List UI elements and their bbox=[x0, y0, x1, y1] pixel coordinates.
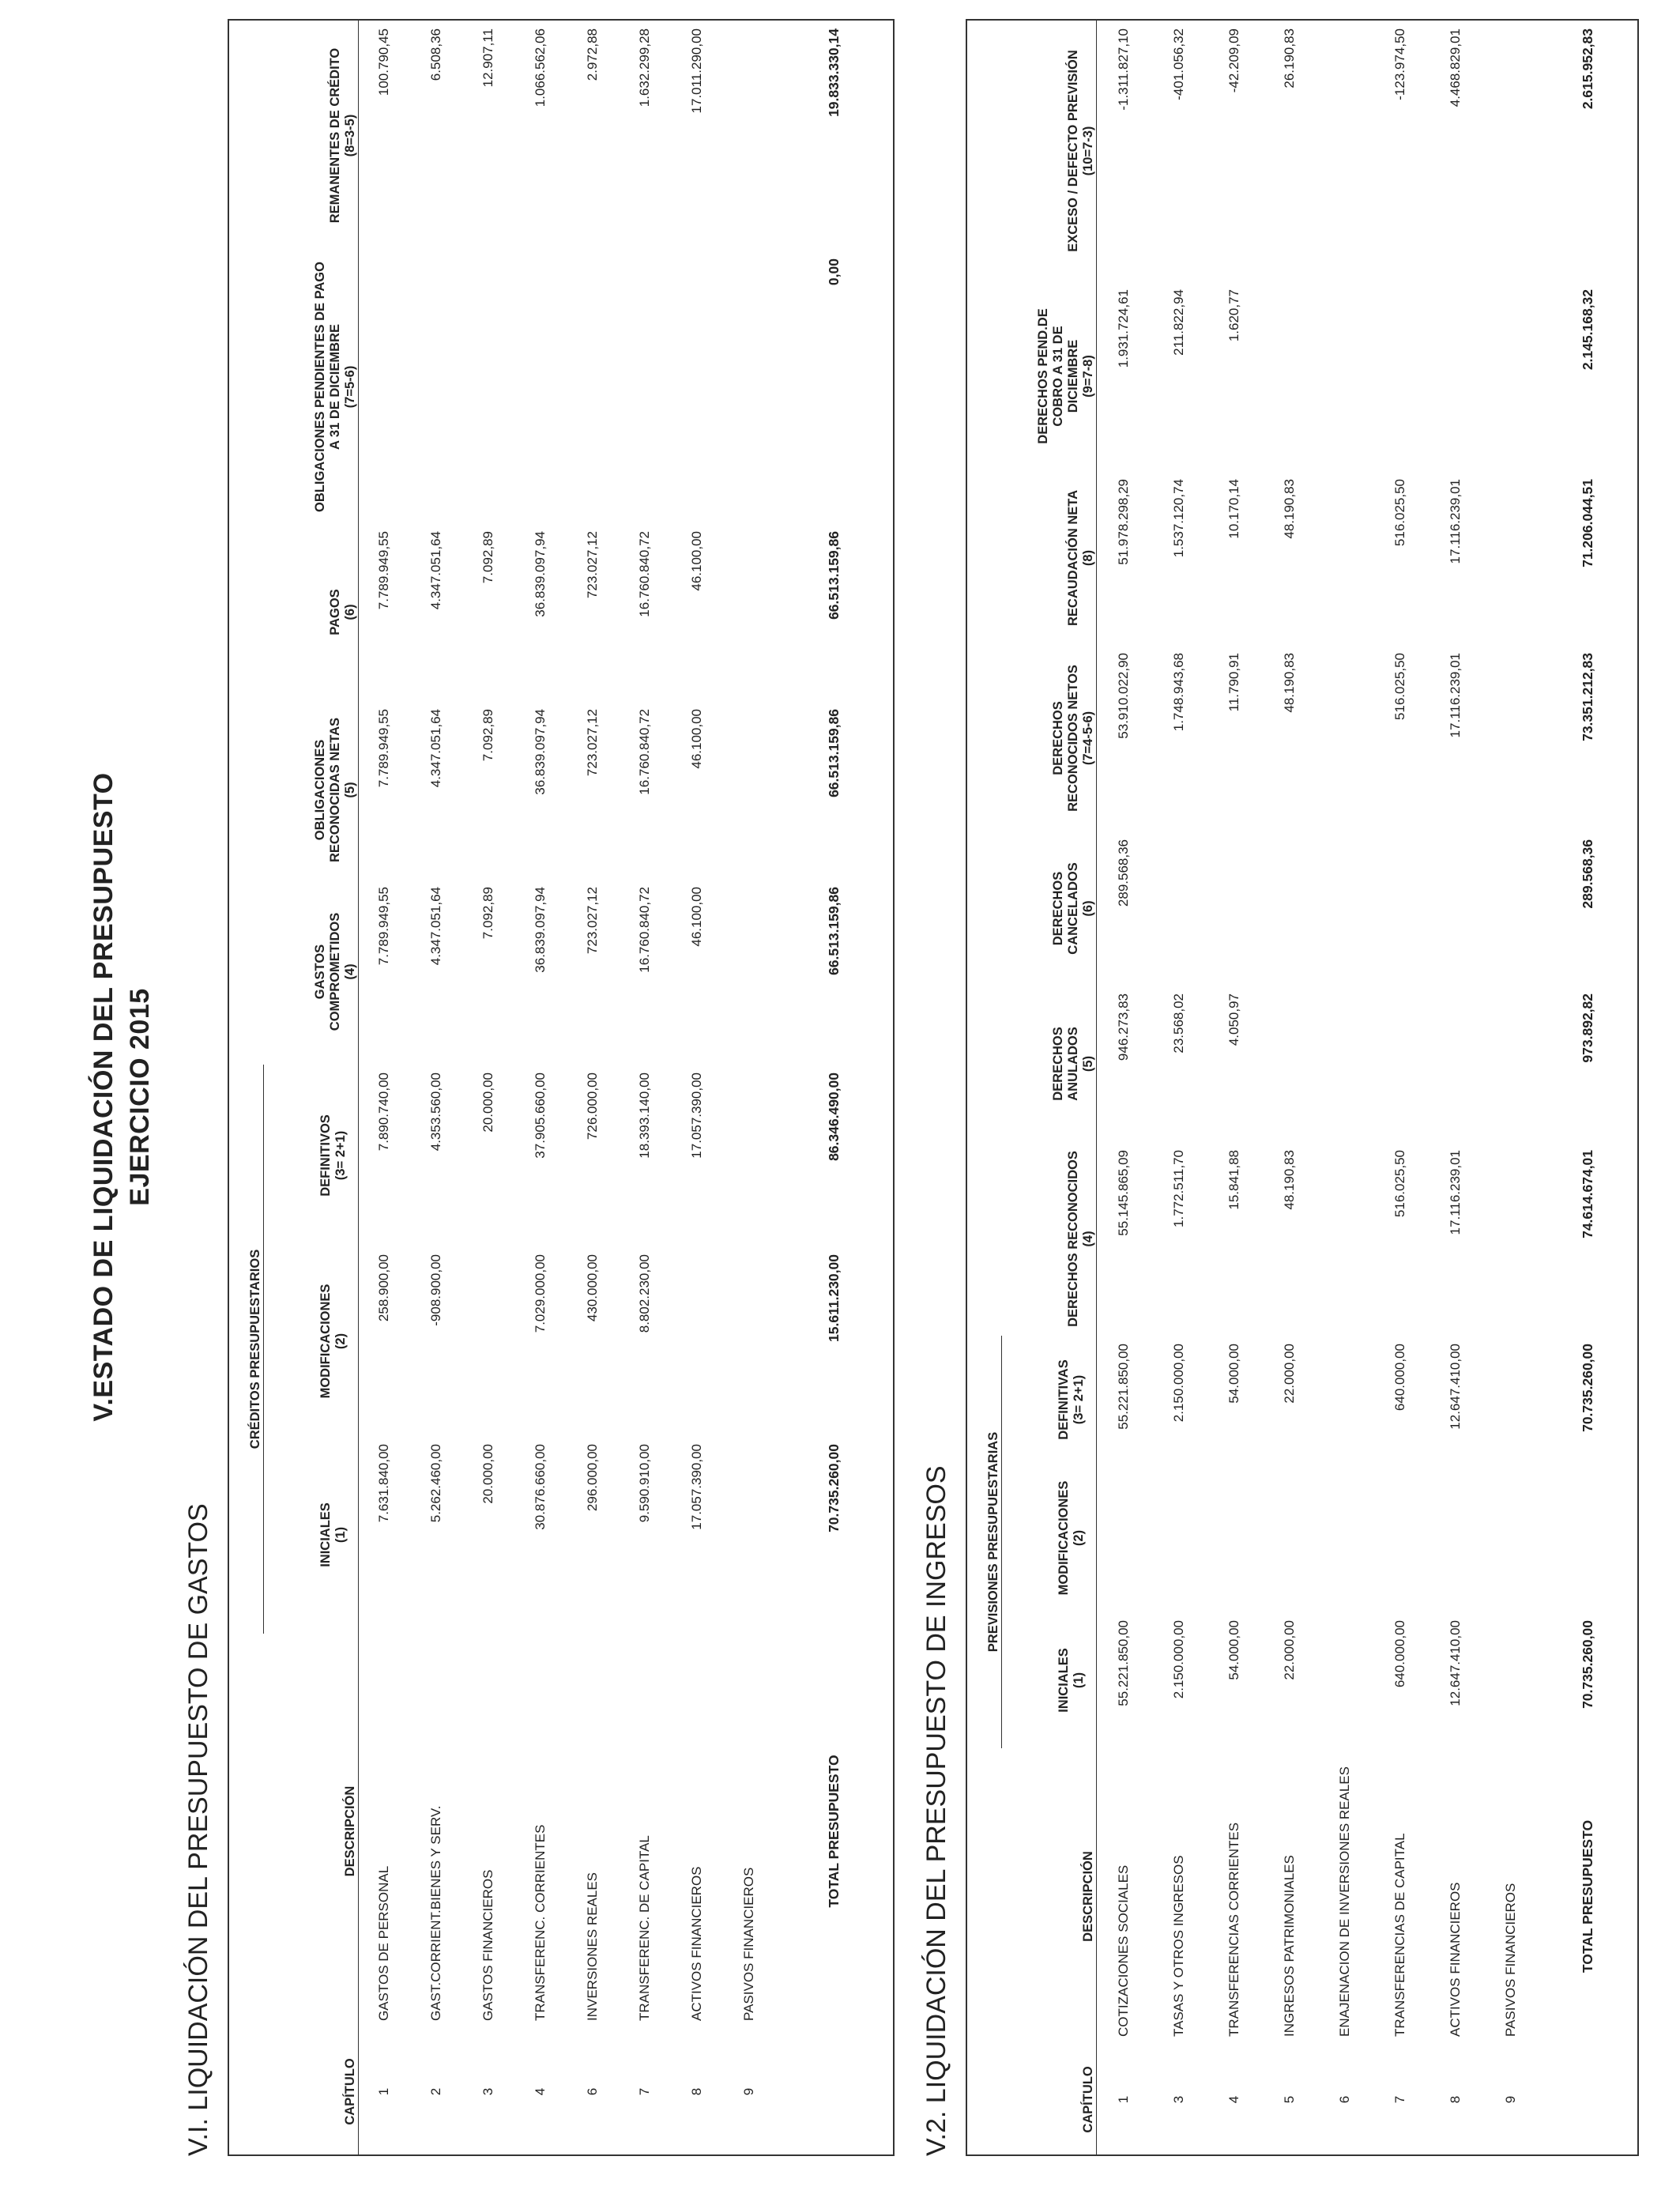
col-pagos: PAGOS (6) bbox=[228, 523, 358, 701]
table-row bbox=[1373, 20, 1428, 2155]
group-creditos: CRÉDITOS PRESUPUESTARIOS bbox=[228, 1065, 263, 1634]
cell-capitulo: 6 bbox=[1337, 2095, 1352, 2104]
cell-obligaciones: 7.789.949,55 bbox=[376, 709, 392, 788]
table-row bbox=[619, 20, 671, 2155]
cell-modificaciones bbox=[462, 1246, 514, 1436]
cell-iniciales: 30.876.660,00 bbox=[533, 1444, 548, 1530]
cell-capitulo: 7 bbox=[637, 2087, 652, 2096]
cell-definitivas bbox=[1483, 1336, 1539, 1464]
cell-cancelados bbox=[1428, 831, 1483, 986]
cell-anulados: 946.273,83 bbox=[1116, 993, 1132, 1061]
cell-definitivos: 726.000,00 bbox=[585, 1072, 600, 1140]
col-iniciales: INICIALES (1) bbox=[263, 1436, 358, 1634]
cell-recaudacion bbox=[1483, 471, 1539, 645]
cell-empty bbox=[775, 2029, 894, 2155]
cell-obligaciones: 4.347.051,64 bbox=[428, 709, 443, 788]
cell-remanentes: 6.508,36 bbox=[428, 28, 443, 81]
cell-pendientes bbox=[1428, 281, 1483, 471]
cell-descripcion: INVERSIONES REALES bbox=[585, 1872, 600, 2021]
total-modificaciones: 15.611.230,00 bbox=[826, 1254, 842, 1342]
cell-pagos: 46.100,00 bbox=[689, 531, 704, 591]
col-recaudacion: RECAUDACIÓN NETA (8) bbox=[966, 471, 1096, 645]
cell-reconocidos: 1.772.511,70 bbox=[1171, 1149, 1186, 1227]
cell-descripcion: GASTOS DE PERSONAL bbox=[376, 1865, 392, 2021]
cell-netos: 11.790,91 bbox=[1226, 652, 1241, 712]
total-obligaciones: 66.513.159,86 bbox=[826, 709, 842, 797]
cell-reconocidos bbox=[1317, 1142, 1373, 1336]
cell-modificaciones bbox=[1151, 1464, 1207, 1612]
total-remanentes: 19.833.330,14 bbox=[826, 28, 842, 117]
cell-modificaciones: 8.802.230,00 bbox=[637, 1254, 652, 1333]
cell-anulados bbox=[1262, 986, 1317, 1142]
cell-pendientes bbox=[723, 251, 775, 523]
table-row bbox=[462, 20, 514, 2155]
cell-exceso bbox=[1317, 20, 1373, 281]
cell-pendientes bbox=[410, 251, 462, 523]
total-iniciales: 70.735.260,00 bbox=[1580, 1620, 1595, 1709]
cell-recaudacion: 1.537.120,74 bbox=[1171, 478, 1186, 558]
cell-descripcion: ENAJENACION DE INVERSIONES REALES bbox=[1337, 1766, 1352, 2037]
cell-pagos: 7.092,89 bbox=[480, 531, 495, 584]
cell-recaudacion bbox=[1317, 471, 1373, 645]
cell-pagos bbox=[723, 523, 775, 701]
cell-definitivos: 37.905.660,00 bbox=[533, 1072, 548, 1159]
cell-definitivos bbox=[723, 1065, 775, 1246]
cell-iniciales: 2.150.000,00 bbox=[1171, 1620, 1186, 1699]
cell-anulados bbox=[1428, 986, 1483, 1142]
gastos-table bbox=[228, 19, 895, 2156]
cell-cancelados bbox=[1373, 831, 1428, 986]
page-title: V.ESTADO DE LIQUIDACIÓN DEL PRESUPUESTO bbox=[89, 772, 119, 1422]
cell-descripcion: INGRESOS PATRIMONIALES bbox=[1282, 1855, 1297, 2037]
cell-netos: 17.116.239,01 bbox=[1448, 652, 1463, 738]
total-row bbox=[775, 20, 894, 2155]
cell-modificaciones: 258.900,00 bbox=[376, 1254, 392, 1322]
cell-modificaciones: 7.029.000,00 bbox=[533, 1254, 548, 1333]
cell-netos bbox=[1317, 645, 1373, 831]
cell-iniciales bbox=[723, 1436, 775, 1634]
cell-modificaciones bbox=[1207, 1464, 1262, 1612]
table-row bbox=[410, 20, 462, 2155]
cell-capitulo: 9 bbox=[1503, 2095, 1518, 2104]
cell-recaudacion: 516.025,50 bbox=[1392, 478, 1407, 547]
cell-definitivos: 18.393.140,00 bbox=[637, 1072, 652, 1159]
cell-pendientes bbox=[462, 251, 514, 523]
cell-pendientes bbox=[671, 251, 723, 523]
cell-definitivas: 640.000,00 bbox=[1392, 1343, 1407, 1412]
cell-descripcion: GASTOS FINANCIEROS bbox=[480, 1869, 495, 2021]
cell-capitulo: 4 bbox=[1226, 2095, 1241, 2104]
cell-remanentes: 1.066.562,06 bbox=[533, 28, 548, 107]
table-row bbox=[1096, 20, 1151, 2155]
cell-capitulo: 5 bbox=[1282, 2095, 1297, 2104]
cell-comprometidos bbox=[723, 879, 775, 1065]
cell-descripcion: GAST.CORRIENT.BIENES Y SERV. bbox=[428, 1805, 443, 2021]
cell-obligaciones: 36.839.097,94 bbox=[533, 709, 548, 795]
cell-capitulo: 3 bbox=[1171, 2095, 1186, 2104]
cell-modificaciones bbox=[1096, 1464, 1151, 1612]
total-iniciales: 70.735.260,00 bbox=[826, 1444, 842, 1532]
cell-descripcion: ACTIVOS FINANCIEROS bbox=[1448, 1882, 1463, 2037]
cell-recaudacion: 17.116.239,01 bbox=[1448, 478, 1463, 564]
cell-iniciales: 12.647.410,00 bbox=[1448, 1620, 1463, 1706]
cell-descripcion: TASAS Y OTROS INGRESOS bbox=[1171, 1855, 1186, 2037]
cell-recaudacion: 10.170,14 bbox=[1226, 478, 1241, 539]
cell-iniciales: 17.057.390,00 bbox=[689, 1444, 704, 1530]
cell-modificaciones bbox=[1483, 1464, 1539, 1612]
cell-reconocidos: 48.190,83 bbox=[1282, 1149, 1297, 1210]
cell-definitivos: 7.890.740,00 bbox=[376, 1072, 392, 1152]
cell-exceso: -1.311.827,10 bbox=[1116, 28, 1132, 111]
cell-modificaciones bbox=[1317, 1464, 1373, 1612]
cell-comprometidos: 16.760.840,72 bbox=[637, 887, 652, 973]
cell-obligaciones: 7.092,89 bbox=[480, 709, 495, 762]
total-comprometidos: 66.513.159,86 bbox=[826, 887, 842, 975]
cell-descripcion: TRANSFERENC. DE CAPITAL bbox=[637, 1835, 652, 2021]
cell-pagos: 36.839.097,94 bbox=[533, 531, 548, 617]
total-label: TOTAL PRESUPUESTO bbox=[826, 1755, 842, 1908]
cell-netos: 48.190,83 bbox=[1282, 652, 1297, 713]
cell-reconocidos: 17.116.239,01 bbox=[1448, 1149, 1463, 1235]
total-definitivos: 86.346.490,00 bbox=[826, 1072, 842, 1161]
cell-descripcion: PASIVOS FINANCIEROS bbox=[1503, 1883, 1518, 2037]
cell-obligaciones: 723.027,12 bbox=[585, 709, 600, 777]
cell-descripcion: PASIVOS FINANCIEROS bbox=[741, 1867, 756, 2021]
cell-netos: 53.910.022,90 bbox=[1116, 652, 1132, 739]
col-descripcion: DESCRIPCIÓN bbox=[966, 1748, 1096, 2045]
cell-pendientes bbox=[619, 251, 671, 523]
cell-iniciales: 296.000,00 bbox=[585, 1444, 600, 1512]
cell-pendientes bbox=[1317, 281, 1373, 471]
cell-cancelados: 289.568,36 bbox=[1116, 839, 1132, 907]
col-iniciales: INICIALES (1) bbox=[1001, 1612, 1096, 1748]
page-subtitle: EJERCICIO 2015 bbox=[125, 988, 155, 1206]
table-row bbox=[358, 20, 410, 2155]
cell-pendientes bbox=[1262, 281, 1317, 471]
cell-modificaciones bbox=[671, 1246, 723, 1436]
cell-iniciales: 55.221.850,00 bbox=[1116, 1620, 1132, 1706]
table-row bbox=[567, 20, 619, 2155]
cell-pagos: 16.760.840,72 bbox=[637, 531, 652, 617]
cell-modificaciones bbox=[1428, 1464, 1483, 1612]
cell-netos: 1.748.943,68 bbox=[1171, 652, 1186, 732]
cell-cancelados bbox=[1317, 831, 1373, 986]
cell-descripcion: TRANSFERENC. CORRIENTES bbox=[533, 1824, 548, 2021]
cell-definitivas: 12.647.410,00 bbox=[1448, 1343, 1463, 1430]
cell-comprometidos: 4.347.051,64 bbox=[428, 887, 443, 966]
table-row bbox=[1262, 20, 1317, 2155]
table-row bbox=[1317, 20, 1373, 2155]
total-definitivas: 70.735.260,00 bbox=[1580, 1343, 1595, 1432]
cell-iniciales: 22.000,00 bbox=[1282, 1620, 1297, 1680]
col-comprometidos: GASTOS COMPROMETIDOS (4) bbox=[228, 879, 358, 1065]
cell-exceso: -123.974,50 bbox=[1392, 28, 1407, 100]
cell-pendientes: 211.822,94 bbox=[1171, 288, 1186, 356]
total-pendientes: 2.145.168,32 bbox=[1580, 288, 1595, 371]
col-reconocidos: DERECHOS RECONOCIDOS (4) bbox=[966, 1142, 1096, 1336]
cell-pendientes bbox=[1373, 281, 1428, 471]
cell-descripcion: TRANSFERENCIAS CORRIENTES bbox=[1226, 1822, 1241, 2037]
cell-descripcion: COTIZACIONES SOCIALES bbox=[1116, 1864, 1132, 2037]
cell-pendientes bbox=[567, 251, 619, 523]
cell-pendientes bbox=[1483, 281, 1539, 471]
cell-iniciales: 7.631.840,00 bbox=[376, 1444, 392, 1523]
table-row bbox=[1483, 20, 1539, 2155]
ingresos-table bbox=[966, 19, 1639, 2156]
cell-iniciales: 20.000,00 bbox=[480, 1444, 495, 1504]
cell-remanentes: 100.790,45 bbox=[376, 28, 392, 96]
cell-comprometidos: 723.027,12 bbox=[585, 887, 600, 955]
total-label: TOTAL PRESUPUESTO bbox=[1580, 1819, 1595, 1973]
cell-anulados bbox=[1483, 986, 1539, 1142]
cell-iniciales: 5.262.460,00 bbox=[428, 1444, 443, 1523]
cell-cancelados bbox=[1151, 831, 1207, 986]
cell-anulados: 23.568,02 bbox=[1171, 993, 1186, 1054]
cell-pendientes: 1.620,77 bbox=[1226, 288, 1241, 342]
cell-empty bbox=[1539, 2045, 1638, 2155]
total-cancelados: 289.568,36 bbox=[1580, 839, 1595, 909]
table-row bbox=[1428, 20, 1483, 2155]
cell-capitulo: 1 bbox=[376, 2087, 392, 2096]
cell-definitivos: 4.353.560,00 bbox=[428, 1072, 443, 1152]
cell-pagos: 7.789.949,55 bbox=[376, 531, 392, 610]
cell-capitulo: 9 bbox=[741, 2087, 756, 2096]
total-pagos: 66.513.159,86 bbox=[826, 531, 842, 620]
cell-definitivas: 22.000,00 bbox=[1282, 1343, 1297, 1404]
cell-modificaciones bbox=[1373, 1464, 1428, 1612]
cell-exceso: -42.209,09 bbox=[1226, 28, 1241, 93]
col-netos: DERECHOS RECONOCIDOS NETOS (7=4-5-6) bbox=[966, 645, 1096, 831]
total-reconocidos: 74.614.674,01 bbox=[1580, 1149, 1595, 1238]
total-netos: 73.351.212,83 bbox=[1580, 652, 1595, 741]
cell-exceso: 4.468.829,01 bbox=[1448, 28, 1463, 107]
table-row bbox=[1151, 20, 1207, 2155]
col-definitivos: DEFINITIVOS (3= 2+1) bbox=[263, 1065, 358, 1246]
cell-obligaciones bbox=[723, 701, 775, 879]
cell-pendientes bbox=[358, 251, 410, 523]
cell-reconocidos: 55.145.865,09 bbox=[1116, 1149, 1132, 1236]
cell-pendientes: 1.931.724,61 bbox=[1116, 288, 1132, 368]
cell-capitulo: 4 bbox=[533, 2087, 548, 2096]
table-row bbox=[514, 20, 567, 2155]
cell-reconocidos: 15.841,88 bbox=[1226, 1149, 1241, 1210]
cell-pagos: 723.027,12 bbox=[585, 531, 600, 599]
cell-pendientes bbox=[514, 251, 567, 523]
cell-remanentes: 1.632.299,28 bbox=[637, 28, 652, 107]
cell-modificaciones bbox=[723, 1246, 775, 1436]
cell-anulados bbox=[1317, 986, 1373, 1142]
cell-capitulo: 7 bbox=[1392, 2095, 1407, 2104]
col-definitivas: DEFINITIVAS (3= 2+1) bbox=[1001, 1336, 1096, 1464]
cell-anulados bbox=[1373, 986, 1428, 1142]
cell-remanentes bbox=[723, 20, 775, 251]
cell-comprometidos: 7.789.949,55 bbox=[376, 887, 392, 966]
cell-iniciales: 640.000,00 bbox=[1392, 1620, 1407, 1688]
col-descripcion: DESCRIPCIÓN bbox=[228, 1634, 358, 2029]
total-row bbox=[1539, 20, 1638, 2155]
cell-capitulo: 2 bbox=[428, 2087, 443, 2096]
cell-comprometidos: 7.092,89 bbox=[480, 887, 495, 940]
cell-recaudacion: 51.978.298,29 bbox=[1116, 478, 1132, 565]
cell-capitulo: 8 bbox=[689, 2087, 704, 2096]
cell-capitulo: 1 bbox=[1116, 2095, 1132, 2104]
cell-descripcion: TRANSFERENCIAS DE CAPITAL bbox=[1392, 1833, 1407, 2037]
cell-obligaciones: 16.760.840,72 bbox=[637, 709, 652, 795]
cell-reconocidos bbox=[1483, 1142, 1539, 1336]
cell-remanentes: 17.011.290,00 bbox=[689, 28, 704, 114]
cell-exceso bbox=[1483, 20, 1539, 281]
cell-capitulo: 6 bbox=[585, 2087, 600, 2096]
col-obligaciones: OBLIGACIONES RECONOCIDAS NETAS (5) bbox=[228, 701, 358, 879]
cell-cancelados bbox=[1483, 831, 1539, 986]
cell-iniciales: 9.590.910,00 bbox=[637, 1444, 652, 1523]
col-capitulo: CAPÍTULO bbox=[966, 2045, 1096, 2155]
cell-exceso: 26.190,83 bbox=[1282, 28, 1297, 89]
cell-modificaciones: -908.900,00 bbox=[428, 1254, 443, 1326]
table-row bbox=[671, 20, 723, 2155]
cell-comprometidos: 46.100,00 bbox=[689, 887, 704, 947]
cell-remanentes: 12.907,11 bbox=[480, 28, 495, 88]
cell-comprometidos: 36.839.097,94 bbox=[533, 887, 548, 973]
cell-exceso: -401.056,32 bbox=[1171, 28, 1186, 100]
table-row bbox=[1207, 20, 1262, 2155]
cell-remanentes: 2.972,88 bbox=[585, 28, 600, 81]
cell-reconocidos: 516.025,50 bbox=[1392, 1149, 1407, 1218]
cell-pagos: 4.347.051,64 bbox=[428, 531, 443, 610]
cell-modificaciones bbox=[1262, 1464, 1317, 1612]
cell-capitulo: 3 bbox=[480, 2087, 495, 2096]
col-cancelados: DERECHOS CANCELADOS (6) bbox=[966, 831, 1096, 986]
col-pendientes: DERECHOS PEND.DE COBRO A 31 DE DICIEMBRE (9=7-8) bbox=[966, 281, 1096, 471]
total-recaudacion: 71.206.044,51 bbox=[1580, 478, 1595, 567]
col-anulados: DERECHOS ANULADOS (5) bbox=[966, 986, 1096, 1142]
total-pendientes: 0,00 bbox=[826, 258, 842, 286]
cell-cancelados bbox=[1262, 831, 1317, 986]
cell-netos: 516.025,50 bbox=[1392, 652, 1407, 721]
group-previsiones: PREVISIONES PRESUPUESTARIAS bbox=[966, 1336, 1001, 1748]
cell-modificaciones: 430.000,00 bbox=[585, 1254, 600, 1322]
col-modificaciones: MODIFICACIONES (2) bbox=[263, 1246, 358, 1436]
cell-definitivas bbox=[1317, 1336, 1373, 1464]
cell-definitivos: 20.000,00 bbox=[480, 1072, 495, 1133]
total-modificaciones bbox=[1539, 1464, 1638, 1612]
cell-capitulo: 8 bbox=[1448, 2095, 1463, 2104]
cell-iniciales bbox=[1317, 1612, 1373, 1748]
ingresos-section-title: V.2. LIQUIDACIÓN DEL PRESUPUESTO DE INGRESOS bbox=[921, 1465, 951, 2156]
cell-cancelados bbox=[1207, 831, 1262, 986]
total-anulados: 973.892,82 bbox=[1580, 993, 1595, 1063]
col-exceso: EXCESO / DEFECTO PREVISIÓN (10=7-3) bbox=[966, 20, 1096, 281]
total-exceso: 2.615.952,83 bbox=[1580, 28, 1595, 110]
cell-definitivas: 55.221.850,00 bbox=[1116, 1343, 1132, 1430]
cell-anulados: 4.050,97 bbox=[1226, 993, 1241, 1046]
cell-iniciales bbox=[1483, 1612, 1539, 1748]
col-modificaciones: MODIFICACIONES (2) bbox=[1001, 1464, 1096, 1612]
gastos-section-title: V.I. LIQUIDACIÓN DEL PRESUPUESTO DE GASTOS bbox=[183, 1503, 213, 2156]
col-pendientes: OBLIGACIONES PENDIENTES DE PAGO A 31 DE DICIEMBRE (7=5-6) bbox=[228, 251, 358, 523]
cell-obligaciones: 46.100,00 bbox=[689, 709, 704, 769]
col-capitulo: CAPÍTULO bbox=[228, 2029, 358, 2155]
col-remanentes: REMANENTES DE CRÉDITO (8=3-5) bbox=[228, 20, 358, 251]
table-row bbox=[723, 20, 775, 2155]
cell-definitivas: 2.150.000,00 bbox=[1171, 1343, 1186, 1423]
cell-recaudacion: 48.190,83 bbox=[1282, 478, 1297, 539]
cell-definitivos: 17.057.390,00 bbox=[689, 1072, 704, 1159]
cell-netos bbox=[1483, 645, 1539, 831]
cell-iniciales: 54.000,00 bbox=[1226, 1620, 1241, 1680]
cell-descripcion: ACTIVOS FINANCIEROS bbox=[689, 1866, 704, 2021]
cell-definitivas: 54.000,00 bbox=[1226, 1343, 1241, 1404]
